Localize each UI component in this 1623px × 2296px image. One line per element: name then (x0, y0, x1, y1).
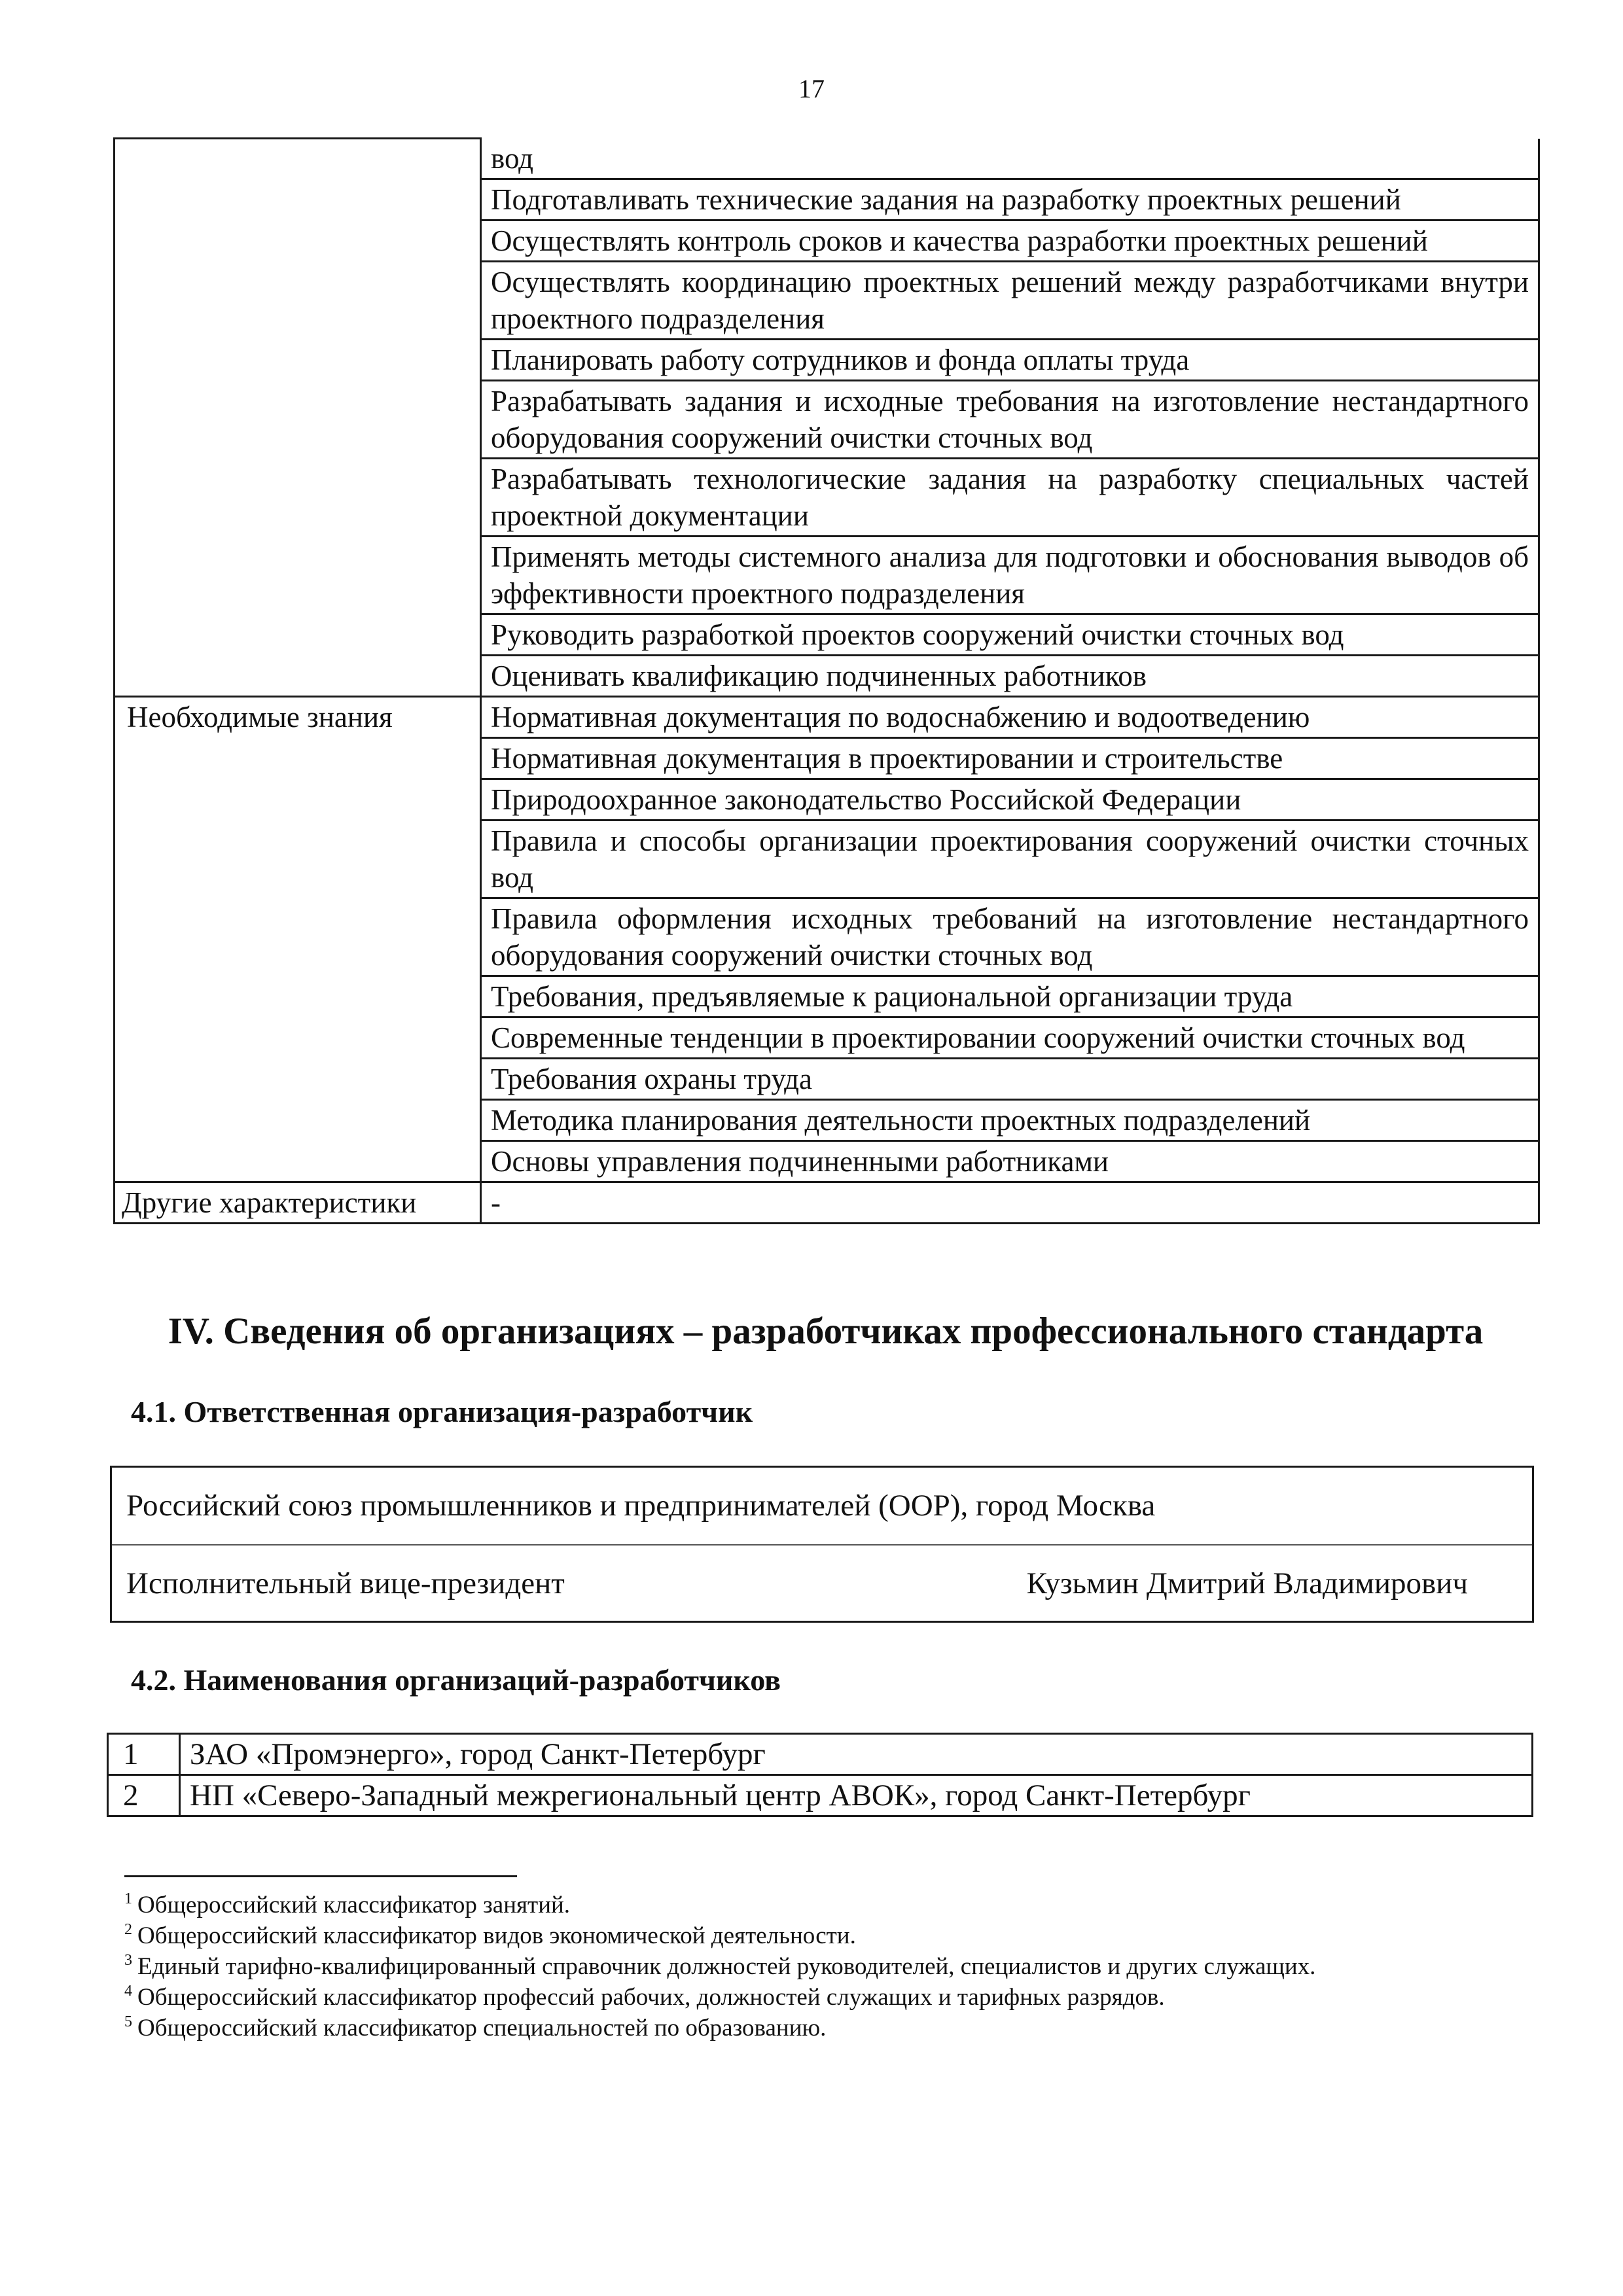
knowledge-cell: Основы управления подчиненными работниками (481, 1140, 1539, 1182)
knowledge-cell: Современные тенденции в проектировании сооружений очистки сточных вод (481, 1017, 1539, 1058)
table-row (108, 1734, 1533, 1775)
table-row (115, 139, 1539, 179)
skills-label-cell (115, 139, 481, 697)
responsible-org-box (110, 1466, 1534, 1623)
skill-cell: Разрабатывать задания и исходные требования на изготовление нестандартного оборудования сооружений очистки сточных вод (481, 380, 1539, 458)
footnote-mark: 5 (124, 2013, 132, 2030)
footnote-mark: 3 (124, 1952, 132, 1969)
table-row (115, 696, 1539, 737)
other-characteristics-value: - (481, 1182, 1539, 1223)
footnote (124, 1890, 1538, 1920)
page-number: 17 (798, 74, 825, 103)
other-characteristics-label: Другие характеристики (115, 1182, 481, 1223)
skill-cell: Разрабатывать технологические задания на разработку специальных частей проектной документации (481, 458, 1539, 536)
developers-title: 4.2. Наименования организаций-разработчиков (131, 1663, 781, 1697)
knowledge-label: Необходимые знания (115, 696, 481, 1182)
footnote-text: Единый тарифно-квалифицированный справочник должностей руководителей, специалистов и других служащих. (137, 1953, 1316, 1980)
footnote (124, 1920, 1538, 1951)
knowledge-cell: Правила оформления исходных требований на изготовление нестандартного оборудования сооружений очистки сточных вод (481, 898, 1539, 976)
section-heading: IV. Сведения об организациях – разработчиках профессионального стандарта (168, 1311, 1484, 1352)
skill-cell: Осуществлять контроль сроков и качества разработки проектных решений (481, 220, 1539, 261)
org-name: Российский союз промышленников и предпринимателей (ООР), город Москва (126, 1489, 1156, 1523)
developer-name: ЗАО «Промэнерго», город Санкт-Петербург (180, 1734, 1533, 1775)
knowledge-cell: Требования охраны труда (481, 1058, 1539, 1099)
footnote (124, 2013, 1538, 2043)
knowledge-cell: Правила и способы организации проектирования сооружений очистки сточных вод (481, 820, 1539, 898)
skill-cell: Оценивать квалификацию подчиненных работников (481, 655, 1539, 696)
footnote-mark: 1 (124, 1890, 132, 1907)
knowledge-cell: Нормативная документация в проектировании и строительстве (481, 737, 1539, 779)
footnote-text: Общероссийский классификатор специальностей по образованию. (137, 2015, 827, 2041)
skill-cell: Планировать работу сотрудников и фонда оплаты труда (481, 339, 1539, 380)
footnote-separator (124, 1875, 517, 1877)
developers-table (107, 1733, 1533, 1817)
skill-cell: Руководить разработкой проектов сооружений очистки сточных вод (481, 614, 1539, 655)
signatory-position: Исполнительный вице-президент (126, 1566, 565, 1600)
footnote (124, 1982, 1538, 2013)
knowledge-cell: Нормативная документация по водоснабжению и водоотведению (481, 696, 1539, 737)
skills-table (113, 137, 1540, 1224)
footnote-text: Общероссийский классификатор профессий рабочих, должностей служащих и тарифных разрядов. (137, 1984, 1165, 2011)
footnote-mark: 2 (124, 1921, 132, 1938)
responsible-org-title: 4.1. Ответственная организация-разработчик (131, 1395, 753, 1428)
org-signatory-row (112, 1544, 1532, 1621)
footnote-text: Общероссийский классификатор видов экономической деятельности. (137, 1922, 856, 1949)
skill-cell: Осуществлять координацию проектных решений между разработчиками внутри проектного подразделения (481, 261, 1539, 339)
org-name-row (112, 1468, 1532, 1544)
signatory-name: Кузьмин Дмитрий Владимирович (1026, 1566, 1468, 1600)
table-row (108, 1775, 1533, 1816)
developer-number: 1 (108, 1734, 180, 1775)
footnote-text: Общероссийский классификатор занятий. (137, 1892, 571, 1918)
knowledge-cell: Методика планирования деятельности проектных подразделений (481, 1099, 1539, 1140)
skill-cell: вод (481, 139, 1539, 179)
table-row (115, 1182, 1539, 1223)
skill-cell: Применять методы системного анализа для подготовки и обоснования выводов об эффективности проектного подразделения (481, 536, 1539, 614)
knowledge-cell: Природоохранное законодательство Российской Федерации (481, 779, 1539, 820)
footnote-mark: 4 (124, 1983, 132, 2000)
developer-number: 2 (108, 1775, 180, 1816)
knowledge-cell: Требования, предъявляемые к рациональной организации труда (481, 976, 1539, 1017)
footnote (124, 1951, 1538, 1982)
footnotes (124, 1890, 1538, 2043)
developer-name: НП «Северо-Западный межрегиональный центр АВОК», город Санкт-Петербург (180, 1775, 1533, 1816)
skill-cell: Подготавливать технические задания на разработку проектных решений (481, 179, 1539, 220)
